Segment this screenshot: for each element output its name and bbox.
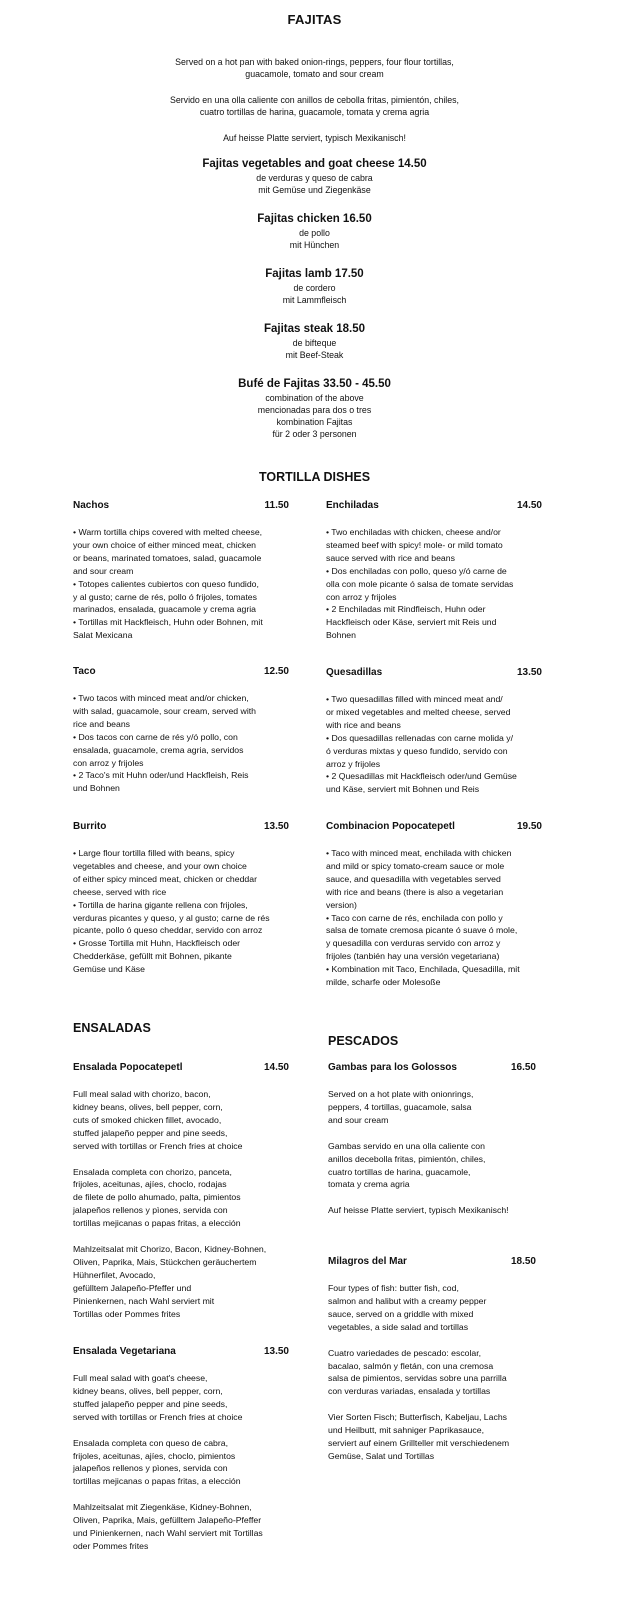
description-line: ó verduras mixtas y queso fundido, servido con: [326, 745, 508, 756]
description-line: Full meal salad with goat's cheese,: [73, 1373, 208, 1383]
description-line: • Dos tacos con carne de rés y/ó pollo, con: [73, 731, 238, 742]
description-line: bacalao, salmón y fletán, con una cremosa: [328, 1360, 494, 1371]
description-line: and sour cream: [328, 1114, 389, 1125]
fajitas-item-name: Fajitas lamb 17.50: [265, 268, 364, 280]
description-line: of either spicy minced meat, chicken or cheddar: [73, 873, 257, 884]
description-line: sauce, served on a griddle with mixed: [328, 1308, 474, 1319]
dish-name: Milagros del Mar: [328, 1256, 407, 1267]
description-line: Served on a hot plate with onionrings,: [328, 1089, 474, 1099]
description-line: tomata y crema agria: [328, 1179, 410, 1190]
dish-price: 14.50: [263, 1062, 289, 1073]
description-line: milde, scharfe oder Molesoße: [326, 977, 441, 988]
dish-price: 11.50: [264, 500, 289, 511]
fajitas-item-sub: kombination Fajitas: [276, 417, 353, 427]
description-line: and mild or spicy tomato-cream sauce or mole: [326, 860, 505, 871]
dish-description: [73, 692, 289, 795]
description-paragraph: [73, 1166, 289, 1231]
dish-name: Ensalada Popocatepetl: [73, 1062, 183, 1073]
dish-description: [326, 526, 542, 642]
fajitas-item-sub: de bifteque: [292, 338, 337, 348]
description-line: version): [326, 899, 357, 910]
description-line: Ensalada completa con chorizo, panceta,: [73, 1166, 232, 1177]
description-line: • Kombination mit Taco, Enchilada, Quesadilla, mit: [326, 964, 520, 975]
intro-line: Served on a hot pan with baked onion-rings, peppers, four flour tortillas,: [175, 57, 454, 67]
dish-nachos: [73, 500, 289, 642]
dish-quesadillas: [326, 667, 542, 796]
dish-price: 13.50: [263, 1346, 289, 1357]
description-line: de filete de pollo ahumado, palta, pimientos: [73, 1192, 241, 1203]
fajitas-intro-german: [0, 132, 629, 144]
description-line: picante, pollo ó queso cheddar, servido con arroz: [73, 925, 263, 936]
description-line: your own choice of either minced meat, chicken: [73, 539, 257, 550]
description-line: with salad, guacamole, sour cream, served with: [73, 705, 257, 716]
description-line: Salat Mexicana: [73, 630, 133, 641]
description-line: Four types of fish: butter fish, cod,: [328, 1283, 459, 1293]
dish-header: [73, 500, 289, 514]
dish-description: [328, 1282, 536, 1463]
dish-enchiladas: [326, 500, 542, 642]
description-line: Gemüse, Salat und Tortillas: [328, 1450, 435, 1461]
dish-taco: [73, 666, 289, 795]
description-line: und Heilbutt, mit sahniger Paprikasauce,: [328, 1425, 484, 1436]
description-line: salsa de tomate cremosa picante ó suave ó mole,: [326, 925, 518, 936]
dish-name: Gambas para los Golossos: [328, 1062, 457, 1073]
fajitas-intro-spanish: [0, 94, 629, 118]
dish-combinacion-popocatepetl: [326, 821, 542, 989]
description-line: y al gusto; carne de rés, pollo ó frijoles, tomates: [73, 591, 257, 602]
description-line: y quesadilla con verduras servido con arroz y: [326, 938, 501, 949]
description-line: salsa de pimientos, servidas sobre una parrilla: [328, 1373, 507, 1384]
dish-description: [73, 1372, 289, 1553]
description-line: anillos decebolla fritas, pimientón, chiles,: [328, 1153, 486, 1164]
description-line: • Two tacos with minced meat and/or chicken,: [73, 693, 249, 703]
dish-description: [328, 1088, 536, 1217]
description-line: • Two quesadillas filled with minced meat and/: [326, 694, 503, 704]
dish-ensalada-vegetariana: [73, 1346, 289, 1566]
fajitas-item: [0, 212, 629, 251]
description-line: kidney beans, olives, bell pepper, corn,: [73, 1385, 223, 1396]
description-paragraph: [73, 1243, 289, 1320]
description-line: salmon and halibut with a creamy pepper: [328, 1295, 487, 1306]
description-line: und Bohnen: [73, 783, 120, 794]
fajitas-item-name: Fajitas vegetables and goat cheese 14.50: [202, 158, 427, 170]
dish-header: [326, 667, 542, 681]
dish-name: Quesadillas: [326, 667, 383, 678]
description-line: frijoles (tanbién hay una versión vegetariana): [326, 951, 500, 962]
description-line: • Dos quesadillas rellenadas con carne molida y/: [326, 732, 514, 743]
dish-description: [73, 526, 289, 642]
dish-description: [73, 847, 289, 976]
fajitas-item: [0, 322, 629, 361]
description-line: con arroz y frijoles: [73, 757, 144, 768]
fajitas-item-sub: de pollo: [299, 228, 330, 238]
description-line: • Tortillas mit Hackfleisch, Huhn oder Bohnen, mit: [73, 617, 263, 628]
description-line: • Tortilla de harina gigante rellena con frijoles,: [73, 899, 248, 910]
dish-price: 12.50: [263, 666, 289, 677]
dish-price: 14.50: [516, 500, 542, 511]
dish-description: [326, 693, 542, 796]
dish-header: [326, 821, 542, 835]
dish-price: 13.50: [263, 821, 289, 832]
fajitas-title: FAJITAS: [287, 12, 342, 27]
description-line: olla con mole picante ó salsa de tomate servidas: [326, 578, 514, 589]
description-line: rice and beans: [73, 718, 130, 729]
description-line: oder Pommes frites: [73, 1540, 149, 1551]
dish-name: Ensalada Vegetariana: [73, 1346, 176, 1357]
description-line: frijoles, aceitunas, ajíes, choclo, pimientos: [73, 1450, 236, 1461]
dish-description: [73, 1088, 289, 1321]
fajitas-intro-english: [0, 56, 629, 80]
fajitas-item-sub: mit Hünchen: [289, 240, 340, 250]
intro-line: Auf heisse Platte serviert, typisch Mexikanisch!: [223, 133, 406, 143]
dish-ensalada-popocatepetl: [73, 1062, 289, 1334]
description-line: peppers, 4 tortillas, guacamole, salsa: [328, 1101, 472, 1112]
fajitas-item-name: Bufé de Fajitas 33.50 - 45.50: [238, 378, 391, 390]
dish-header: [326, 500, 542, 514]
dish-burrito: [73, 821, 289, 976]
intro-line: guacamole, tomato and sour cream: [245, 69, 384, 79]
description-line: vegetables, a side salad and tortillas: [328, 1321, 469, 1332]
fajitas-item-sub: mencionadas para dos o tres: [257, 405, 372, 415]
description-line: Full meal salad with chorizo, bacon,: [73, 1089, 211, 1099]
description-line: arroz y frijoles: [326, 758, 381, 769]
description-line: with rice and beans (there is also a vegetarian: [326, 886, 504, 897]
dish-gambas-para-los-golossos: [328, 1062, 536, 1230]
description-line: cuts of smoked chicken fillet, avocado,: [73, 1114, 222, 1125]
description-paragraph: [73, 1372, 289, 1424]
description-line: stuffed jalapeño pepper and pine seeds,: [73, 1398, 228, 1409]
description-line: Bohnen: [326, 630, 356, 641]
dish-price: 19.50: [516, 821, 542, 832]
description-line: tortillas mejicanas o papas fritas, a elección: [73, 1218, 241, 1229]
fajitas-item: [0, 377, 629, 440]
description-line: Gemüse und Käse: [73, 964, 145, 975]
description-line: cuatro tortillas de harina, guacamole,: [328, 1166, 471, 1177]
description-paragraph: [73, 1437, 289, 1489]
description-line: serviert auf einem Grillteller mit verschiedenem: [328, 1438, 510, 1449]
description-line: Mahlzeitsalat mit Chorizo, Bacon, Kidney-Bohnen,: [73, 1244, 267, 1255]
description-line: und Käse, serviert mit Bohnen und Reis: [326, 784, 480, 795]
description-line: cheese, served with rice: [73, 886, 167, 897]
dish-header: [73, 666, 289, 680]
description-line: • 2 Taco's mit Huhn oder/und Hackfleish, Reis: [73, 770, 249, 781]
description-paragraph: [328, 1204, 536, 1217]
fajitas-item-name: Fajitas chicken 16.50: [257, 213, 372, 225]
description-line: frijoles, aceitunas, ajíes, choclo, rodajas: [73, 1179, 227, 1190]
description-line: with rice and beans: [326, 719, 401, 730]
dish-name: Burrito: [73, 821, 107, 832]
ensaladas-title: ENSALADAS: [73, 1021, 151, 1035]
description-line: gefülltem Jalapeño-Pfeffer und: [73, 1282, 192, 1293]
description-paragraph: [328, 1411, 536, 1463]
fajitas-item: [0, 267, 629, 306]
description-line: Hühnerfilet, Avocado,: [73, 1269, 156, 1280]
description-paragraph: [328, 1088, 536, 1127]
description-line: Vier Sorten Fisch; Butterfisch, Kabeljau, Lachs: [328, 1412, 507, 1423]
description-line: served with tortillas or French fries at choice: [73, 1140, 243, 1151]
fajitas-item-sub: mit Gemüse und Ziegenkäse: [258, 185, 371, 195]
description-line: sauce served with rice and beans: [326, 552, 455, 563]
description-line: sauce, and quesadilla with vegetables served: [326, 873, 501, 884]
description-line: Ensalada completa con queso de cabra,: [73, 1437, 229, 1448]
description-line: verduras picantes y queso, y al gusto; carne de rés: [73, 912, 270, 923]
description-paragraph: [328, 1282, 536, 1334]
description-line: and sour cream: [73, 565, 134, 576]
description-line: Gambas servido en una olla caliente con: [328, 1140, 485, 1151]
description-line: stuffed jalapeño pepper and pine seeds,: [73, 1127, 228, 1138]
fajitas-item-sub: de cordero: [293, 283, 336, 293]
intro-line: cuatro tortillas de harina, guacamole, tomata y crema agria: [199, 107, 430, 117]
description-line: Chedderkäse, gefüllt mit Bohnen, pikante: [73, 951, 232, 962]
description-line: jalapeños rellenos y pìones, servida con: [73, 1205, 228, 1216]
dish-price: 16.50: [510, 1062, 536, 1073]
description-line: • Dos enchiladas con pollo, queso y/ó carne de: [326, 565, 507, 576]
description-line: Cuatro variedades de pescado: escolar,: [328, 1347, 482, 1358]
description-line: ensalada, guacamole, crema agria, servidos: [73, 744, 244, 755]
description-line: Hackfleisch oder Käse, serviert mit Reis und: [326, 617, 497, 628]
description-line: marinados, ensalada, guacamole y crema agria: [73, 604, 257, 615]
description-line: • 2 Quesadillas mit Hackfleisch oder/und Gemüse: [326, 771, 517, 782]
dish-name: Taco: [73, 666, 96, 677]
description-line: • Warm tortilla chips covered with melted cheese,: [73, 527, 263, 537]
dish-name: Nachos: [73, 500, 110, 511]
fajitas-item-sub: für 2 oder 3 personen: [272, 429, 357, 439]
description-line: Oliven, Paprika, Mais, Stückchen geräuchertem: [73, 1256, 257, 1267]
description-paragraph: [328, 1140, 536, 1192]
fajitas-item: [0, 157, 629, 196]
fajitas-item-sub: mit Lammfleisch: [282, 295, 347, 305]
dish-milagros-del-mar: [328, 1256, 536, 1476]
dish-header: [73, 1346, 289, 1360]
description-line: Oliven, Paprika, Mais, gefülltem Jalapeño-Pfeffer: [73, 1515, 262, 1526]
description-line: • Two enchiladas with chicken, cheese and/or: [326, 527, 501, 537]
dish-price: 13.50: [516, 667, 542, 678]
description-line: Pinienkernen, nach Wahl serviert mit: [73, 1295, 215, 1306]
description-line: • Taco with minced meat, enchilada with chicken: [326, 848, 512, 858]
description-line: • Grosse Tortilla mit Huhn, Hackfleisch oder: [73, 938, 241, 949]
description-line: • Totopes calientes cubiertos con queso fundido,: [73, 578, 259, 589]
description-line: Tortillas oder Pommes frites: [73, 1308, 181, 1319]
description-paragraph: [73, 1088, 289, 1153]
fajitas-item-sub: mit Beef-Steak: [285, 350, 344, 360]
description-line: served with tortillas or French fries at choice: [73, 1411, 243, 1422]
dish-description: [326, 847, 542, 989]
description-line: steamed beef with spicy! mole- or mild tomato: [326, 539, 503, 550]
description-line: con verduras variadas, ensalada y tortillas: [328, 1386, 491, 1397]
description-line: tortillas mejicanas o papas fritas, a elección: [73, 1476, 241, 1487]
dish-price: 18.50: [510, 1256, 536, 1267]
description-paragraph: [73, 1501, 289, 1553]
dish-header: [73, 821, 289, 835]
description-paragraph: [328, 1347, 536, 1399]
pescados-title: PESCADOS: [328, 1034, 399, 1048]
dish-header: [328, 1062, 536, 1076]
tortilla-dishes-title: TORTILLA DISHES: [258, 470, 371, 484]
description-line: con arroz y frijoles: [326, 591, 397, 602]
description-line: Auf heisse Platte serviert, typisch Mexikanisch!: [328, 1205, 509, 1216]
description-line: und Pinienkernen, nach Wahl serviert mit Tortillas: [73, 1528, 263, 1539]
dish-name: Enchiladas: [326, 500, 379, 511]
description-line: or mixed vegetables and melted cheese, served: [326, 706, 511, 717]
description-line: Mahlzeitsalat mit Ziegenkäse, Kidney-Bohnen,: [73, 1502, 252, 1513]
dish-name: Combinacion Popocatepetl: [326, 821, 455, 832]
dish-header: [73, 1062, 289, 1076]
description-line: kidney beans, olives, bell pepper, corn,: [73, 1101, 223, 1112]
description-line: • 2 Enchiladas mit Rindfleisch, Huhn oder: [326, 604, 486, 615]
description-line: • Large flour tortilla filled with beans, spicy: [73, 848, 235, 858]
description-line: or beans, marinated tomatoes, salad, guacamole: [73, 552, 262, 563]
fajitas-item-sub: combination of the above: [265, 393, 364, 403]
description-line: vegetables and cheese, and your own choice: [73, 860, 247, 871]
dish-header: [328, 1256, 536, 1270]
description-line: jalapeños rellenos y pìones, servida con: [73, 1463, 228, 1474]
intro-line: Servido en una olla caliente con anillos de cebolla fritas, pimientón, chiles,: [169, 95, 459, 105]
description-line: • Taco con carne de rés, enchilada con pollo y: [326, 912, 503, 923]
fajitas-item-sub: de verduras y queso de cabra: [256, 173, 373, 183]
fajitas-item-name: Fajitas steak 18.50: [263, 323, 365, 335]
